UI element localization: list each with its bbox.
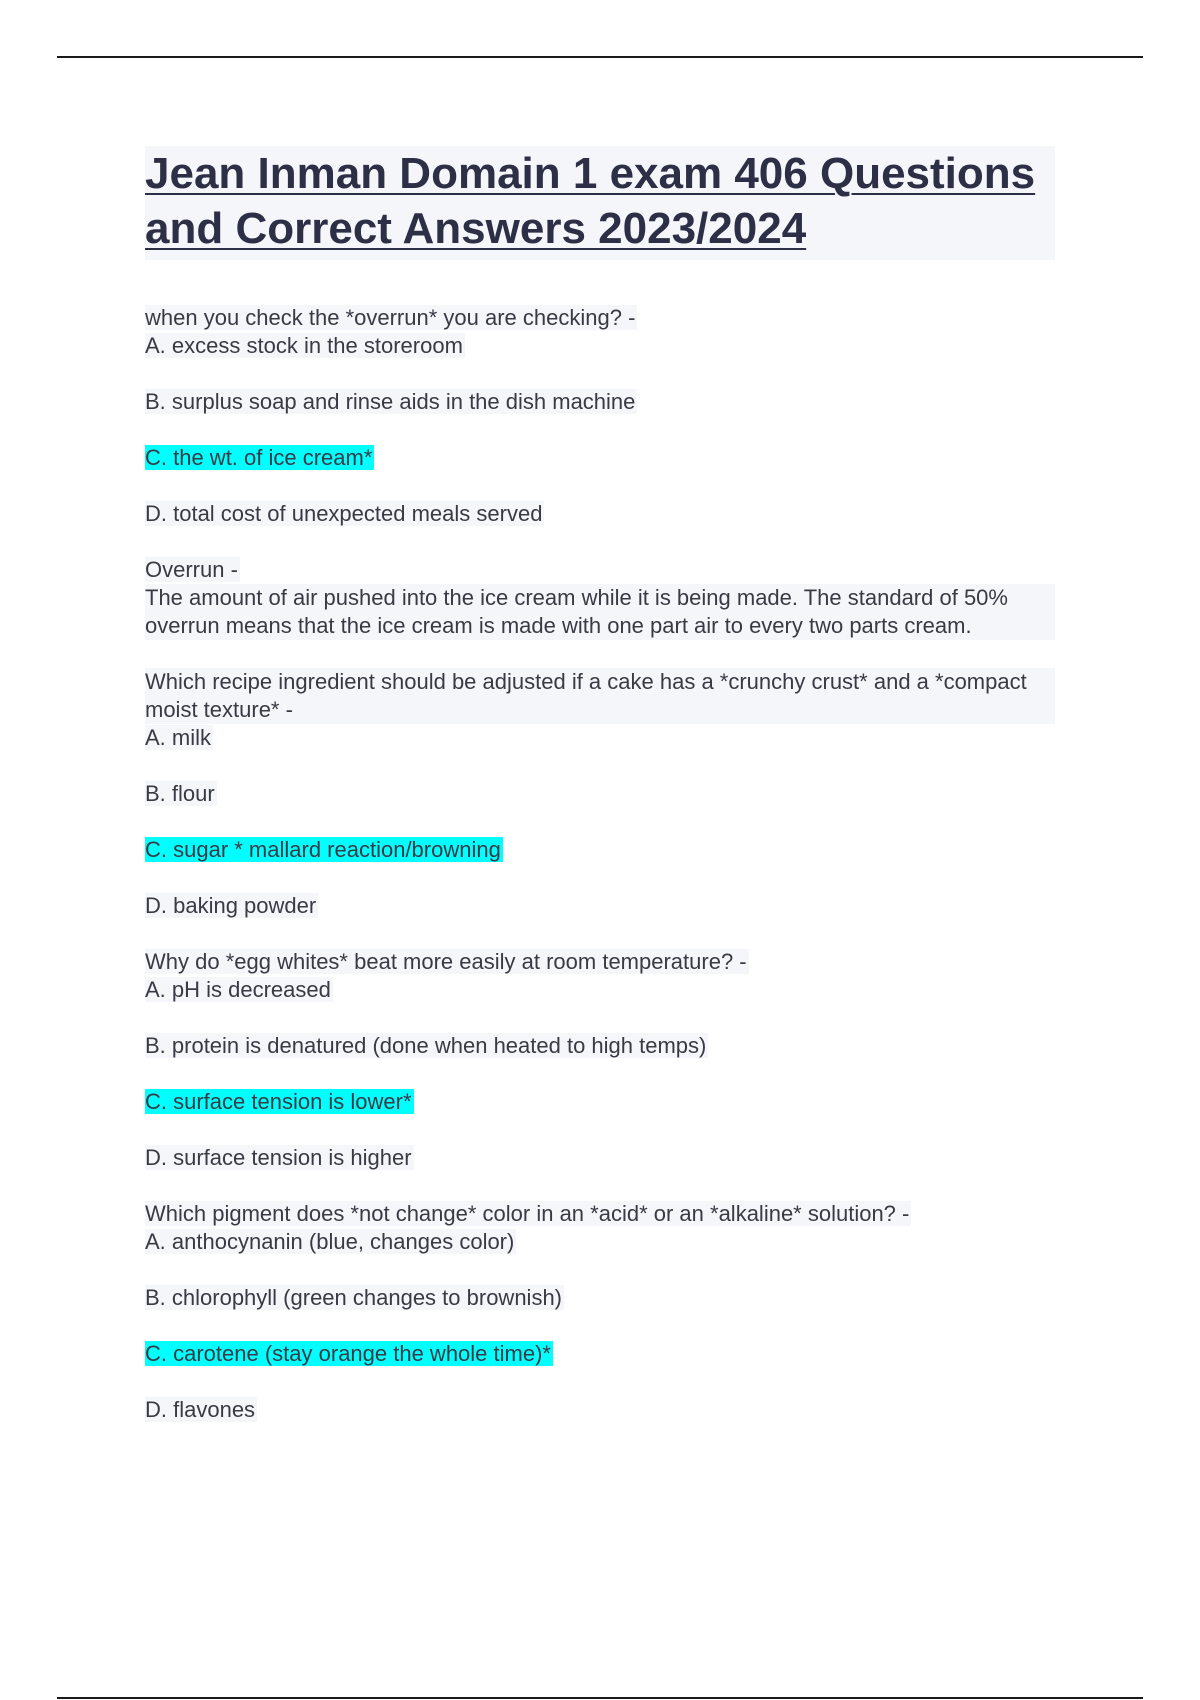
- question-prompt: when you check the *overrun* you are checking? -: [145, 305, 636, 330]
- question-prompt: Which recipe ingredient should be adjusted if a cake has a *crunchy crust* and a *compact moist texture* -: [145, 668, 1055, 724]
- answer-option-b: B. protein is denatured (done when heated to high temps): [145, 1033, 707, 1058]
- question-2: [145, 668, 1055, 920]
- definition-term: Overrun -: [145, 557, 238, 582]
- answer-option-d: D. flavones: [145, 1397, 256, 1422]
- question-1: [145, 304, 1055, 528]
- top-rule: [57, 56, 1143, 58]
- answer-option-d: D. surface tension is higher: [145, 1145, 412, 1170]
- answer-option-a: A. pH is decreased: [145, 977, 331, 1002]
- answer-option-c-correct: C. the wt. of ice cream*: [145, 445, 373, 470]
- question-prompt: Which pigment does *not change* color in an *acid* or an *alkaline* solution? -: [145, 1201, 910, 1226]
- definition-text: The amount of air pushed into the ice cream while it is being made. The standard of 50% overrun means that the ice cream is made with one part air to every two parts cream.: [145, 584, 1055, 640]
- answer-option-a: A. excess stock in the storeroom: [145, 333, 463, 358]
- question-4: [145, 1200, 1055, 1424]
- answer-option-b: B. chlorophyll (green changes to brownish): [145, 1285, 563, 1310]
- answer-option-a: A. anthocynanin (blue, changes color): [145, 1229, 515, 1254]
- answer-option-b: B. surplus soap and rinse aids in the dish machine: [145, 389, 636, 414]
- bottom-rule: [57, 1697, 1143, 1699]
- answer-option-c-correct: C. carotene (stay orange the whole time)*: [145, 1341, 551, 1366]
- answer-option-a: A. milk: [145, 725, 211, 750]
- question-3: [145, 948, 1055, 1172]
- title-box: [145, 146, 1055, 260]
- definition-overrun: [145, 556, 1055, 640]
- answer-option-c-correct: C. sugar * mallard reaction/browning: [145, 837, 501, 862]
- document-body: [145, 146, 1055, 1452]
- answer-option-d: D. total cost of unexpected meals served: [145, 501, 543, 526]
- answer-option-c-correct: C. surface tension is lower*: [145, 1089, 412, 1114]
- document-title: Jean Inman Domain 1 exam 406 Questions and Correct Answers 2023/2024: [145, 149, 1036, 253]
- question-prompt: Why do *egg whites* beat more easily at room temperature? -: [145, 949, 747, 974]
- answer-option-b: B. flour: [145, 781, 215, 806]
- answer-option-d: D. baking powder: [145, 893, 317, 918]
